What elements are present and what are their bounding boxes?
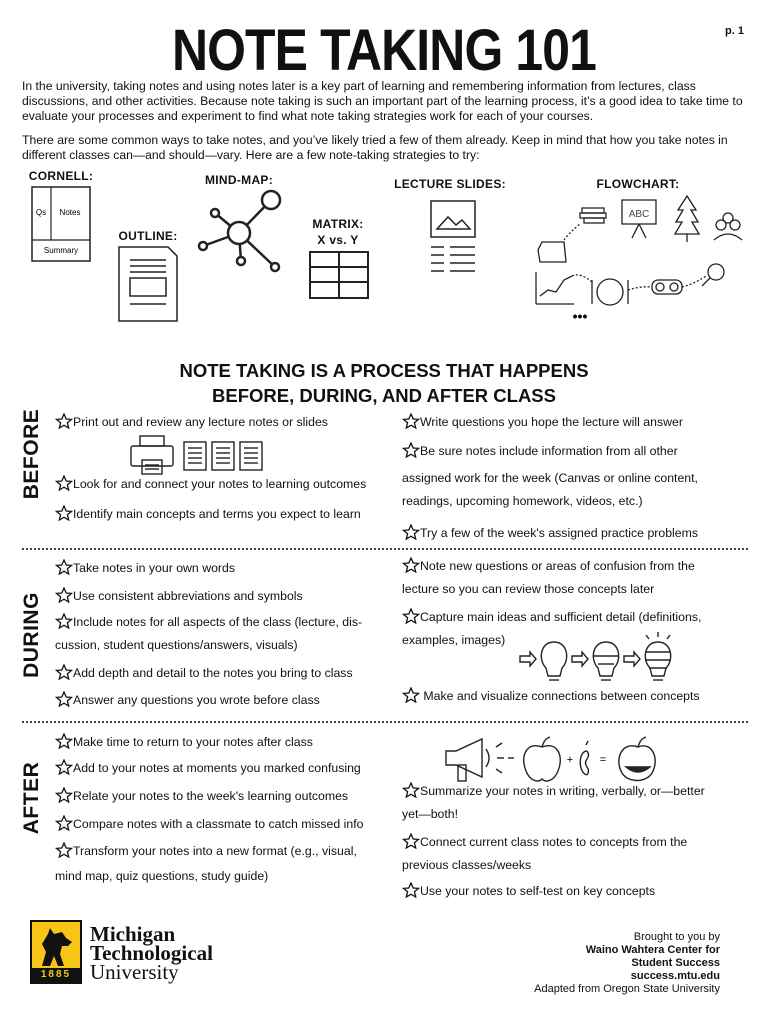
printer-and-pages-icon [128, 434, 268, 476]
during-right-item-1-cont: lecture so you can review those concepts later [402, 582, 655, 596]
after-right-item-1-cont: yet—both! [402, 807, 459, 821]
outline-label: OUTLINE: [118, 229, 178, 243]
plus-sign: + [566, 754, 574, 766]
section-divider [22, 721, 748, 723]
after-left-item-5: Transform your notes into a new format (e.g., visual, [55, 840, 357, 863]
after-right-item-2: Connect current class notes to concepts from the [402, 831, 687, 854]
cornell-qs: Qs [35, 208, 47, 217]
star-icon [55, 733, 73, 749]
flowchart-dots: ••• [572, 308, 588, 322]
during-label: DURING [20, 592, 43, 678]
process-title-line1: NOTE TAKING IS A PROCESS THAT HAPPENS [179, 360, 589, 381]
during-left-item-2: Use consistent abbreviations and symbols [55, 585, 303, 608]
cornell-notes-icon [31, 186, 91, 262]
after-right-item-2-cont: previous classes/weeks [402, 858, 532, 872]
star-icon [55, 664, 73, 680]
after-left-item-1: Make time to return to your notes after class [55, 731, 313, 754]
page-number: p. 1 [725, 25, 744, 37]
during-left-item-4: Add depth and detail to the notes you bring to class [55, 662, 353, 685]
credit-line2: Waino Wahtera Center for [585, 944, 720, 956]
after-left-item-4: Compare notes with a classmate to catch missed info [55, 813, 363, 836]
before-right-item-2-cont2: readings, upcoming homework, videos, etc.) [402, 494, 643, 508]
before-right-item-2-cont: assigned work for the week (Canvas or online content, [402, 471, 698, 485]
star-icon [402, 782, 420, 798]
star-icon [55, 559, 73, 575]
star-icon [402, 524, 420, 540]
before-left-item-3: Identify main concepts and terms you expect to learn [55, 503, 361, 526]
mindmap-icon [195, 188, 287, 278]
credit-line5: Adapted from Oregon State University [534, 983, 720, 995]
during-left-item-3: Include notes for all aspects of the class (lecture, dis- [55, 611, 362, 634]
star-icon [55, 691, 73, 707]
star-icon [55, 587, 73, 603]
intro-paragraph-1: In the university, taking notes and using notes later is a key part of learning and remembering information from lectures, class discussions, and other activities. Because note taking is such an important part of the learning process, it’s a good idea to take time to evaluate your processes and experiment to find what note taking strategies work for each of your courses. [22, 79, 743, 123]
husky-icon [32, 924, 80, 970]
star-icon [55, 505, 73, 521]
star-icon [402, 687, 420, 703]
star-icon [55, 613, 73, 629]
star-icon [55, 759, 73, 775]
before-right-item-2: Be sure notes include information from all other [402, 440, 678, 463]
during-right-item-2-cont: examples, images) [402, 633, 506, 647]
before-right-item-3: Try a few of the week's assigned practice problems [402, 522, 698, 545]
after-right-item-3: Use your notes to self-test on key concepts [402, 880, 655, 903]
page-title: NOTE TAKING 101 [171, 18, 597, 83]
lecture-slides-label: LECTURE SLIDES: [394, 177, 506, 191]
mindmap-label: MIND-MAP: [204, 173, 274, 187]
star-icon [55, 815, 73, 831]
flowchart-abc-text: ABC [628, 209, 650, 220]
before-label: BEFORE [20, 408, 43, 500]
during-left-item-1: Take notes in your own words [55, 557, 235, 580]
flowchart-icon [530, 192, 752, 322]
flowchart-label: FLOWCHART: [596, 177, 680, 191]
megaphone-and-apple-icon [442, 733, 668, 787]
credit-line3: Student Success [631, 957, 720, 969]
during-left-item-3-cont: cussion, student questions/answers, visuals) [55, 638, 298, 652]
star-icon [402, 882, 420, 898]
during-right-item-2: Capture main ideas and sufficient detail (definitions, [402, 606, 701, 629]
after-right-item-1: Summarize your notes in writing, verbally, or—better [402, 780, 705, 803]
star-icon [402, 442, 420, 458]
star-icon [55, 475, 73, 491]
uni-name-line1: Michigan [90, 922, 176, 946]
credit-line4: success.mtu.edu [630, 970, 720, 982]
star-icon [402, 413, 420, 429]
star-icon [402, 608, 420, 624]
credit-block [534, 931, 720, 996]
cornell-label: CORNELL: [28, 169, 94, 183]
after-left-item-3: Relate your notes to the week's learning outcomes [55, 785, 348, 808]
intro-paragraph-2: There are some common ways to take notes, and you’ve likely tried a few of them already. Keep in mind that how you take notes in different classes can—and should—vary. Here are a few note-taking strategies to try: [22, 133, 728, 162]
university-name [90, 922, 213, 984]
cornell-notes: Notes [59, 208, 81, 217]
during-right-item-3: Make and visualize connections between concepts [402, 685, 700, 708]
equals-sign: = [599, 754, 607, 766]
outline-document-icon [118, 246, 178, 322]
after-left-item-2: Add to your notes at moments you marked confusing [55, 757, 361, 780]
uni-name-line3: University [90, 960, 179, 984]
matrix-label-line2: X vs. Y [317, 233, 359, 247]
during-left-item-5: Answer any questions you wrote before class [55, 689, 320, 712]
star-icon [55, 787, 73, 803]
star-icon [402, 833, 420, 849]
lecture-slides-icon [428, 199, 480, 277]
after-label: AFTER [20, 761, 43, 835]
before-right-item-1: Write questions you hope the lecture will answer [402, 411, 683, 434]
star-icon [402, 557, 420, 573]
matrix-label-line1: MATRIX: [312, 217, 364, 231]
credit-line1: Brought to you by [633, 931, 720, 943]
star-icon [55, 413, 73, 429]
uni-name-line2: Technological [90, 941, 213, 965]
star-icon [55, 842, 73, 858]
matrix-grid-icon [309, 251, 369, 299]
before-left-item-2: Look for and connect your notes to learning outcomes [55, 473, 366, 496]
cornell-summary: Summary [43, 246, 79, 255]
logo-year: 1885 [32, 968, 80, 982]
section-divider [22, 548, 748, 550]
lightbulb-sequence-icon [518, 630, 676, 690]
after-left-item-5-cont: mind map, quiz questions, study guide) [55, 869, 269, 883]
university-logo [30, 920, 82, 984]
process-title-line2: BEFORE, DURING, AND AFTER CLASS [212, 385, 556, 406]
during-right-item-1: Note new questions or areas of confusion from the [402, 555, 695, 578]
before-left-item-1: Print out and review any lecture notes or slides [55, 411, 328, 434]
